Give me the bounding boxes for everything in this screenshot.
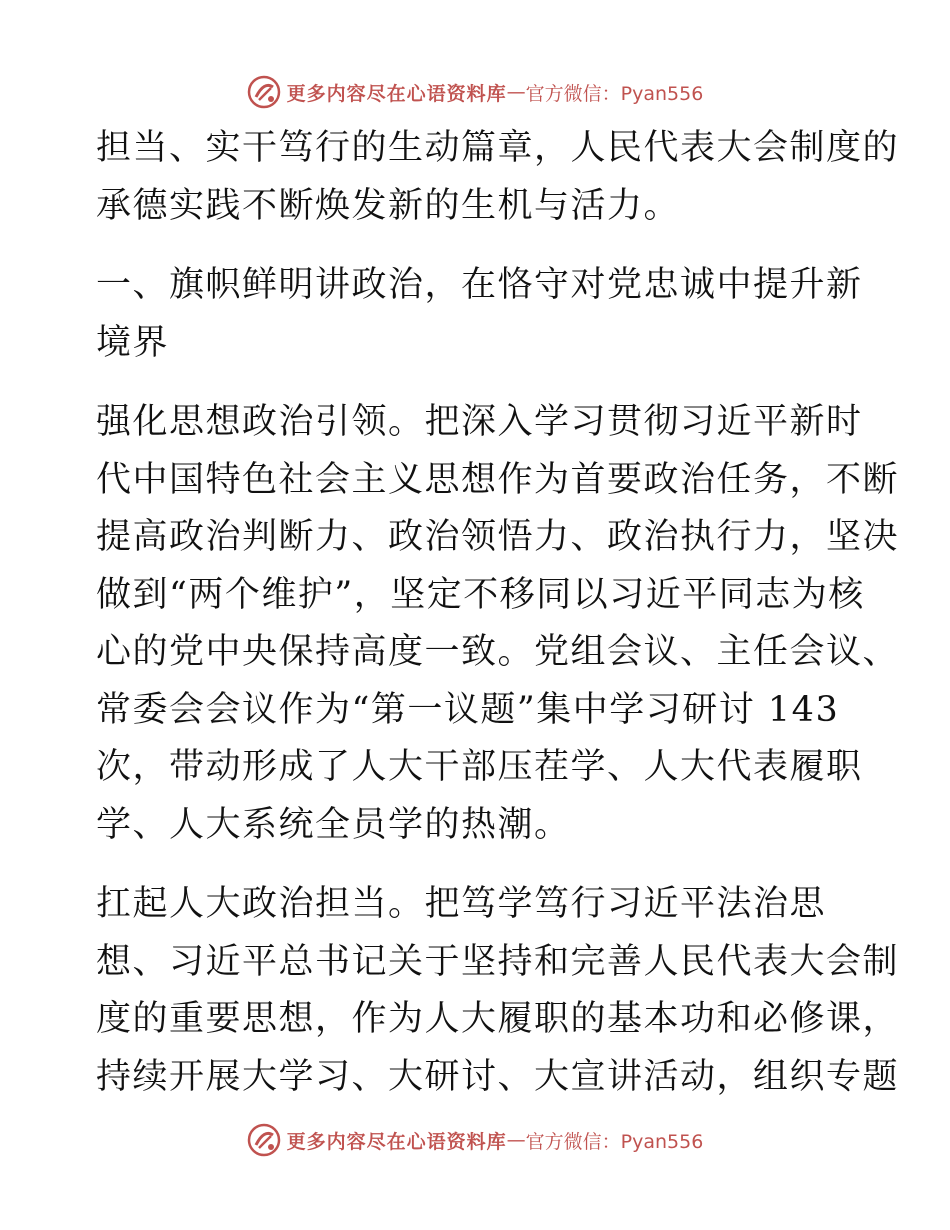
banner-separator: — (506, 81, 526, 103)
text-line: 扛起人大政治担当。把笃学笃行习近平法治思 (96, 884, 827, 924)
document-body (96, 120, 900, 1106)
banner-contact: 官方微信：Pyan556 (525, 82, 704, 105)
header-banner (0, 72, 950, 112)
text-line: 心的党中央保持高度一致。党组会议、主任会议、 (96, 632, 900, 672)
text-line: 常委会会议作为“第一议题”集中学习研讨 143 (96, 689, 840, 730)
text-line: 提高政治判断力、政治领悟力、政治执行力，坚决 (96, 517, 900, 557)
paragraph (96, 394, 900, 854)
footer-banner (0, 1120, 950, 1160)
brand-logo-icon (247, 1123, 281, 1157)
text-line: 一、旗帜鲜明讲政治，在恪守对党忠诚中提升新 (96, 265, 863, 305)
banner-separator: — (506, 1129, 526, 1151)
section-heading (96, 257, 863, 372)
text-line: 次，带动形成了人大干部压茬学、人大代表履职 (96, 747, 863, 787)
text-line: 度的重要思想，作为人大履职的基本功和必修课， (96, 999, 900, 1039)
text-line: 强化思想政治引领。把深入学习贯彻习近平新时 (96, 402, 863, 442)
text-line: 持续开展大学习、大研讨、大宣讲活动，组织专题 (96, 1056, 900, 1097)
text-line: 承德实践不断焕发新的生机与活力。 (96, 185, 681, 226)
text-line: 想、习近平总书记关于坚持和完善人民代表大会制 (96, 941, 900, 982)
banner-title: 更多内容尽在心语资料库 (286, 82, 507, 105)
brand-logo-icon (247, 75, 281, 109)
banner-contact: 官方微信：Pyan556 (525, 1130, 704, 1153)
text-line: 学、人大系统全员学的热潮。 (96, 804, 571, 845)
text-line: 担当、实干笃行的生动篇章，人民代表大会制度的 (96, 128, 900, 168)
text-line: 代中国特色社会主义思想作为首要政治任务，不断 (96, 459, 900, 500)
banner-title: 更多内容尽在心语资料库 (286, 1130, 507, 1153)
text-line: 境界 (96, 322, 170, 363)
text-line: 做到“两个维护”，坚定不移同以习近平同志为核 (96, 574, 865, 615)
paragraph (96, 876, 900, 1106)
paragraph (96, 120, 900, 235)
